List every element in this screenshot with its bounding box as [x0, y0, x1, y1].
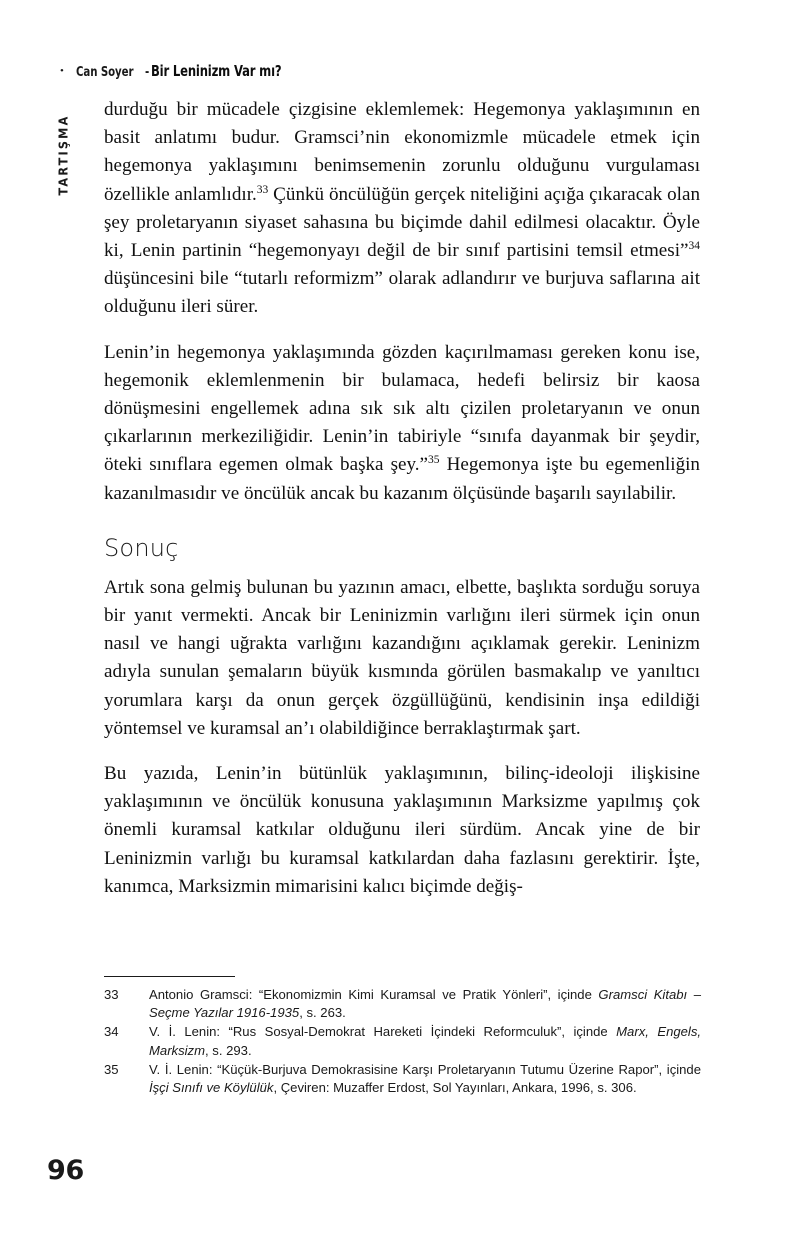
paragraph-2-text-a: Lenin’in hegemonya yaklaşımında gözden kaçırılmaması gereken konu ise, hegemonik eklemlenmenin bir bulamaca, hedefi belirsiz bir kaosa dönüşmesini engellemek adına sık sık altı çizilen proletaryanın ve onun çıkarlarının merkeziliğidir. Lenin’in tabiriyle “sınıfa dayanmak bir şeydir, öteki sınıflara egemen olmak başka şey.” [104, 341, 700, 476]
footnote-text: V. İ. Lenin: “Rus Sosyal-Demokrat Hareketi İçindeki Reformculuk”, içinde [149, 1024, 617, 1040]
footnote-text: V. İ. Lenin: “Küçük-Burjuva Demokrasisine Karşı Proletaryanın Tutumu Üzerine Rapor”, içinde [149, 1061, 701, 1077]
footnote-text: Antonio Gramsci: “Ekonomizmin Kimi Kuramsal ve Pratik Yönleri”, içinde [149, 987, 599, 1002]
footnote-title-italic: Gramsci Kitabı – Seçme Yazılar 1916-1935 [149, 987, 702, 1021]
running-header-author: Can Soyer [75, 64, 134, 80]
footnote-number: 35 [104, 1061, 119, 1077]
footnote-separator-rule [104, 976, 235, 977]
footnote-text-tail: , Çeviren: Muzaffer Erdost, Sol Yayınları, Ankara, 1996, s. 306. [273, 1080, 637, 1096]
paragraph-1-text-c: düşüncesini bile “tutarlı reformizm” olarak adlandırır ve burjuva saflarına ait olduğunu ileri sürer. [104, 268, 700, 318]
text-column [104, 96, 700, 901]
paragraph-2 [104, 339, 700, 508]
footnote-ref-34[interactable]: 34 [688, 240, 700, 253]
footnote-text-tail: , s. 293. [205, 1042, 252, 1058]
footnote-title-italic: İşçi Sınıfı ve Köylülük [149, 1080, 274, 1096]
footnote-item [104, 1023, 701, 1059]
running-header-title: Bir Leninizm Var mı? [151, 62, 282, 80]
section-tab-label: TARTIŞMA [55, 114, 71, 196]
page-number: 96 [47, 1155, 84, 1186]
footnote-item [104, 1061, 701, 1097]
footnote-ref-35[interactable]: 35 [428, 454, 440, 467]
footnote-item [104, 986, 701, 1022]
paragraph-1-text-a: durduğu bir mücadele çizgisine eklemlemek: Hegemonya yaklaşımının en basit anlatımı budur. Gramsci’nin ekonomizmle mücadele etmek için hegemonya yaklaşımını benimsemenin zorunlu olduğunu vurgulaması özellikle anlamlıdır. [104, 99, 700, 205]
paragraph-1-text-b: Çünkü öncülüğün gerçek niteliğini açığa çıkaracak olan şey proletaryanın siyaset sahasına bu biçimde dahil edilmesi olacaktır. Öyle ki, Lenin partinin “hegemonyayı değil de bir sınıf partisini temsil etmesi” [104, 183, 700, 262]
footnote-number: 33 [104, 987, 119, 1002]
paragraph-4: Bu yazıda, Lenin’in bütünlük yaklaşımının, bilinç-ideoloji ilişkisine yaklaşımının ve öncülük konusuna yaklaşımının Marksizme yapılmış çok önemli kuramsal katkılar olduğunu ileri sürdüm. Ancak yine de bir Leninizmin varlığı bu kuramsal katkılardan daha fazlasını gerektirir. İşte, kanımca, Marksizmin mimarisini kalıcı biçimde değiş- [104, 763, 700, 897]
footnote-text-tail: , s. 263. [299, 1005, 346, 1021]
paragraph-2-text-b: Hegemonya işte bu egemenliğin kazanılmasıdır ve öncülük ancak bu kazanım ölçüsünde başarılı sayılabilir. [104, 454, 700, 504]
bullet-icon: • [60, 65, 64, 77]
section-heading-sonuc: Sonuç [104, 533, 179, 562]
footnote-number: 34 [104, 1024, 119, 1040]
running-header [60, 62, 303, 80]
paragraph-3: Artık sona gelmiş bulunan bu yazının amacı, elbette, başlıkta sorduğu soruya bir yanıt vermekti. Ancak bir Leninizmin varlığını ileri sürmek için onun nasıl ve hangi uğrakta varlığını kazandığını açıklamak gerekir. Leninizm adıyla sunulan şemaların büyük kısmında görülen basmakalıp ve yanıltıcı yorumlara karşı da onun gerçek özgüllüğünü, kendisinin inşa edildiği yöntemsel ve kuramsal an’ı olabildiğince berraklaştırmak şart. [104, 576, 700, 739]
footnote-title-italic: Marx, Engels, Marksizm [149, 1024, 702, 1058]
section-tab [52, 100, 74, 210]
paragraph-1 [104, 96, 700, 322]
running-header-separator: - [145, 64, 150, 80]
footnote-ref-33[interactable]: 33 [256, 183, 269, 196]
footnotes-section [104, 976, 701, 1098]
